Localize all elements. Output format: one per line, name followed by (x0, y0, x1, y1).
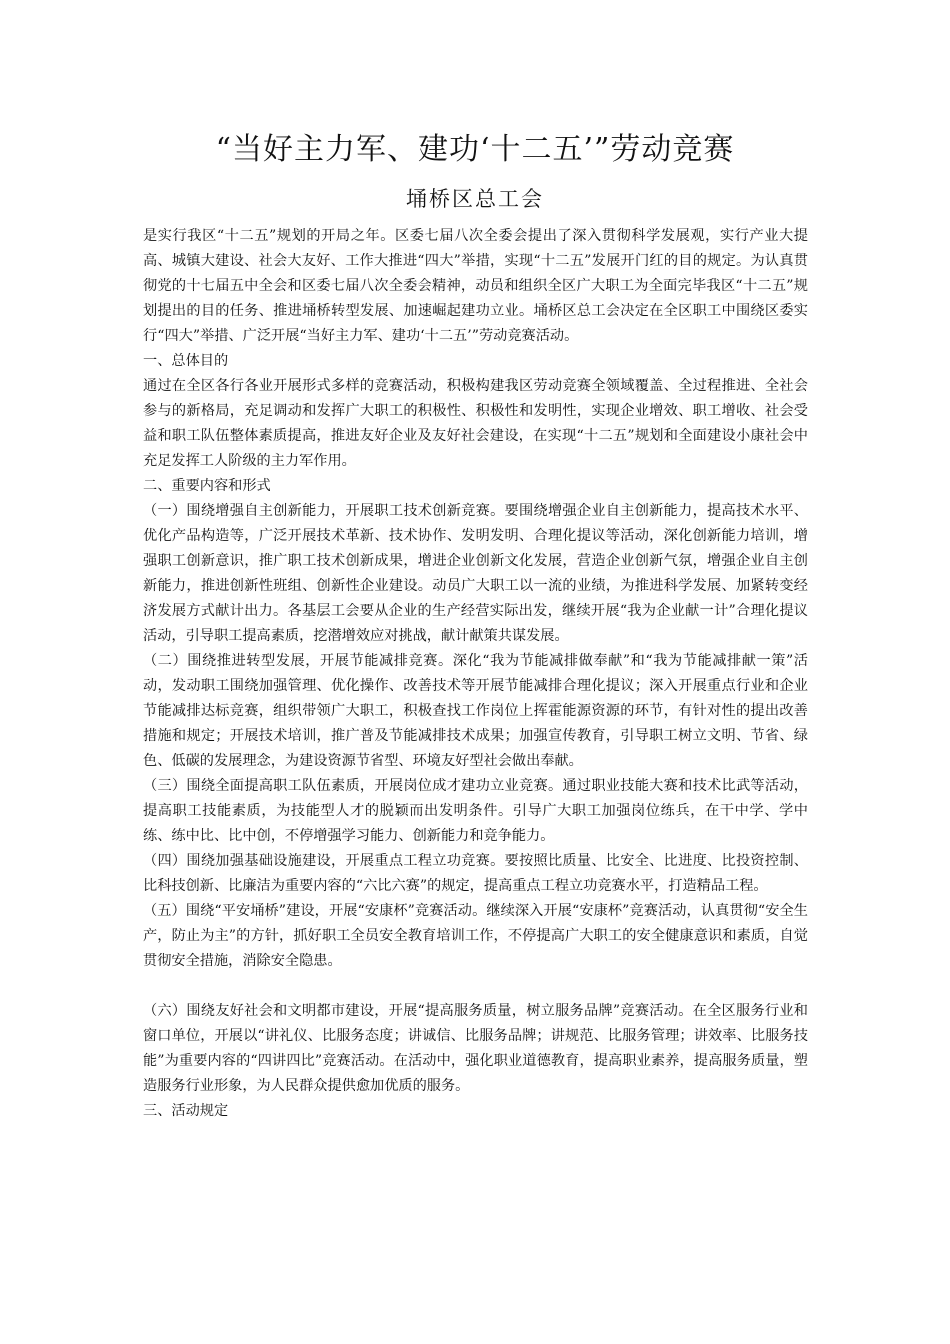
section-heading-content: 二、重要内容和形式 (143, 478, 271, 494)
content-item-2: （二）围绕推进转型发展，开展节能减排竞赛。深化“我为节能减排做奉献”和“我为节能减排献一策”活动，发动职工围绕加强管理、优化操作、改善技术等开展节能减排合理化提议；深入开展重点行业和企业节能减排达标竞赛，组织带领广大职工，积极查找工作岗位上挥霍能源资源的环节，有针对性的提出改善措施和规定；开展技术培训，推广普及节能减排技术成果；加强宣传教育，引导职工树立文明、节省、绿色、低碳的发展理念，为建设资源节省型、环境友好型社会做出奉献。 (143, 653, 808, 769)
section-heading-rules: 三、活动规定 (143, 1103, 229, 1119)
content-item-5: （五）围绕“平安埇桥”建设，开展“安康杯”竞赛活动。继续深入开展“安康杯”竞赛活动，认真贯彻“安全生产，防止为主”的方针，抓好职工全员安全教育培训工作，不停提高广大职工的安全健康意识和素质，自觉贯彻安全措施，消除安全隐患。 (143, 903, 808, 969)
content-item-3: （三）围绕全面提高职工队伍素质，开展岗位成才建功立业竞赛。通过职业技能大赛和技术比武等活动，提高职工技能素质，为技能型人才的脱颖而出发明条件。引导广大职工加强岗位练兵，在干中学、学中练、练中比、比中创，不停增强学习能力、创新能力和竞争能力。 (143, 778, 808, 844)
document-subtitle: 埇桥区总工会 (406, 187, 544, 211)
document-title: “当好主力军、建功‘十二五’”劳动竞赛 (215, 132, 735, 167)
content-item-1: （一）围绕增强自主创新能力，开展职工技术创新竞赛。要围绕增强企业自主创新能力，提高技术水平、优化产品构造等，广泛开展技术革新、技术协作、发明发明、合理化提议等活动，深化创新能力培训，增强职工创新意识，推广职工技术创新成果，增进企业创新文化发展，营造企业创新气氛，增强企业自主创新能力，推进创新性班组、创新性企业建设。动员广大职工以一流的业绩，为推进科学发展、加紧转变经济发展方式献计出力。各基层工会要从企业的生产经营实际出发，继续开展“我为企业献一计”合理化提议活动，引导职工提高素质，挖潜增效应对挑战，献计献策共谋发展。 (143, 503, 808, 644)
intro-paragraph: 是实行我区“十二五”规划的开局之年。区委七届八次全委会提出了深入贯彻科学发展观，实行产业大提高、城镇大建设、社会大友好、工作大推进“四大”举措，实现“十二五”发展开门红的目的规定。为认真贯彻党的十七届五中全会和区委七届八次全委会精神，动员和组织全区广大职工为全面完毕我区“十二五”规划提出的目的任务、推进埇桥转型发展、加速崛起建功立业。埇桥区总工会决定在全区职工中围绕区委实行“四大”举措、广泛开展“当好主力军、建功‘十二五’”劳动竞赛活动。 (143, 228, 808, 344)
document-body (143, 224, 808, 1124)
content-item-4: （四）围绕加强基础设施建设，开展重点工程立功竞赛。要按照比质量、比安全、比进度、比投资控制、比科技创新、比廉洁为重要内容的“六比六赛”的规定，提高重点工程立功竞赛水平，打造精品工程。 (143, 853, 808, 894)
content-item-6: （六）围绕友好社会和文明都市建设，开展“提高服务质量，树立服务品牌”竞赛活动。在全区服务行业和窗口单位，开展以“讲礼仪、比服务态度；讲诚信、比服务品牌；讲规范、比服务管理；讲效率、比服务技能”为重要内容的“四讲四比”竞赛活动。在活动中，强化职业道德教育，提高职业素养，提高服务质量，塑造服务行业形象，为人民群众提供愈加优质的服务。 (143, 1003, 808, 1094)
goal-paragraph: 通过在全区各行各业开展形式多样的竞赛活动，积极构建我区劳动竞赛全领域覆盖、全过程推进、全社会参与的新格局，充足调动和发挥广大职工的积极性、积极性和发明性，实现企业增效、职工增收、社会受益和职工队伍整体素质提高，推进友好企业及友好社会建设，在实现“十二五”规划和全面建设小康社会中充足发挥工人阶级的主力军作用。 (143, 378, 808, 469)
section-heading-goal: 一、总体目的 (143, 353, 229, 369)
